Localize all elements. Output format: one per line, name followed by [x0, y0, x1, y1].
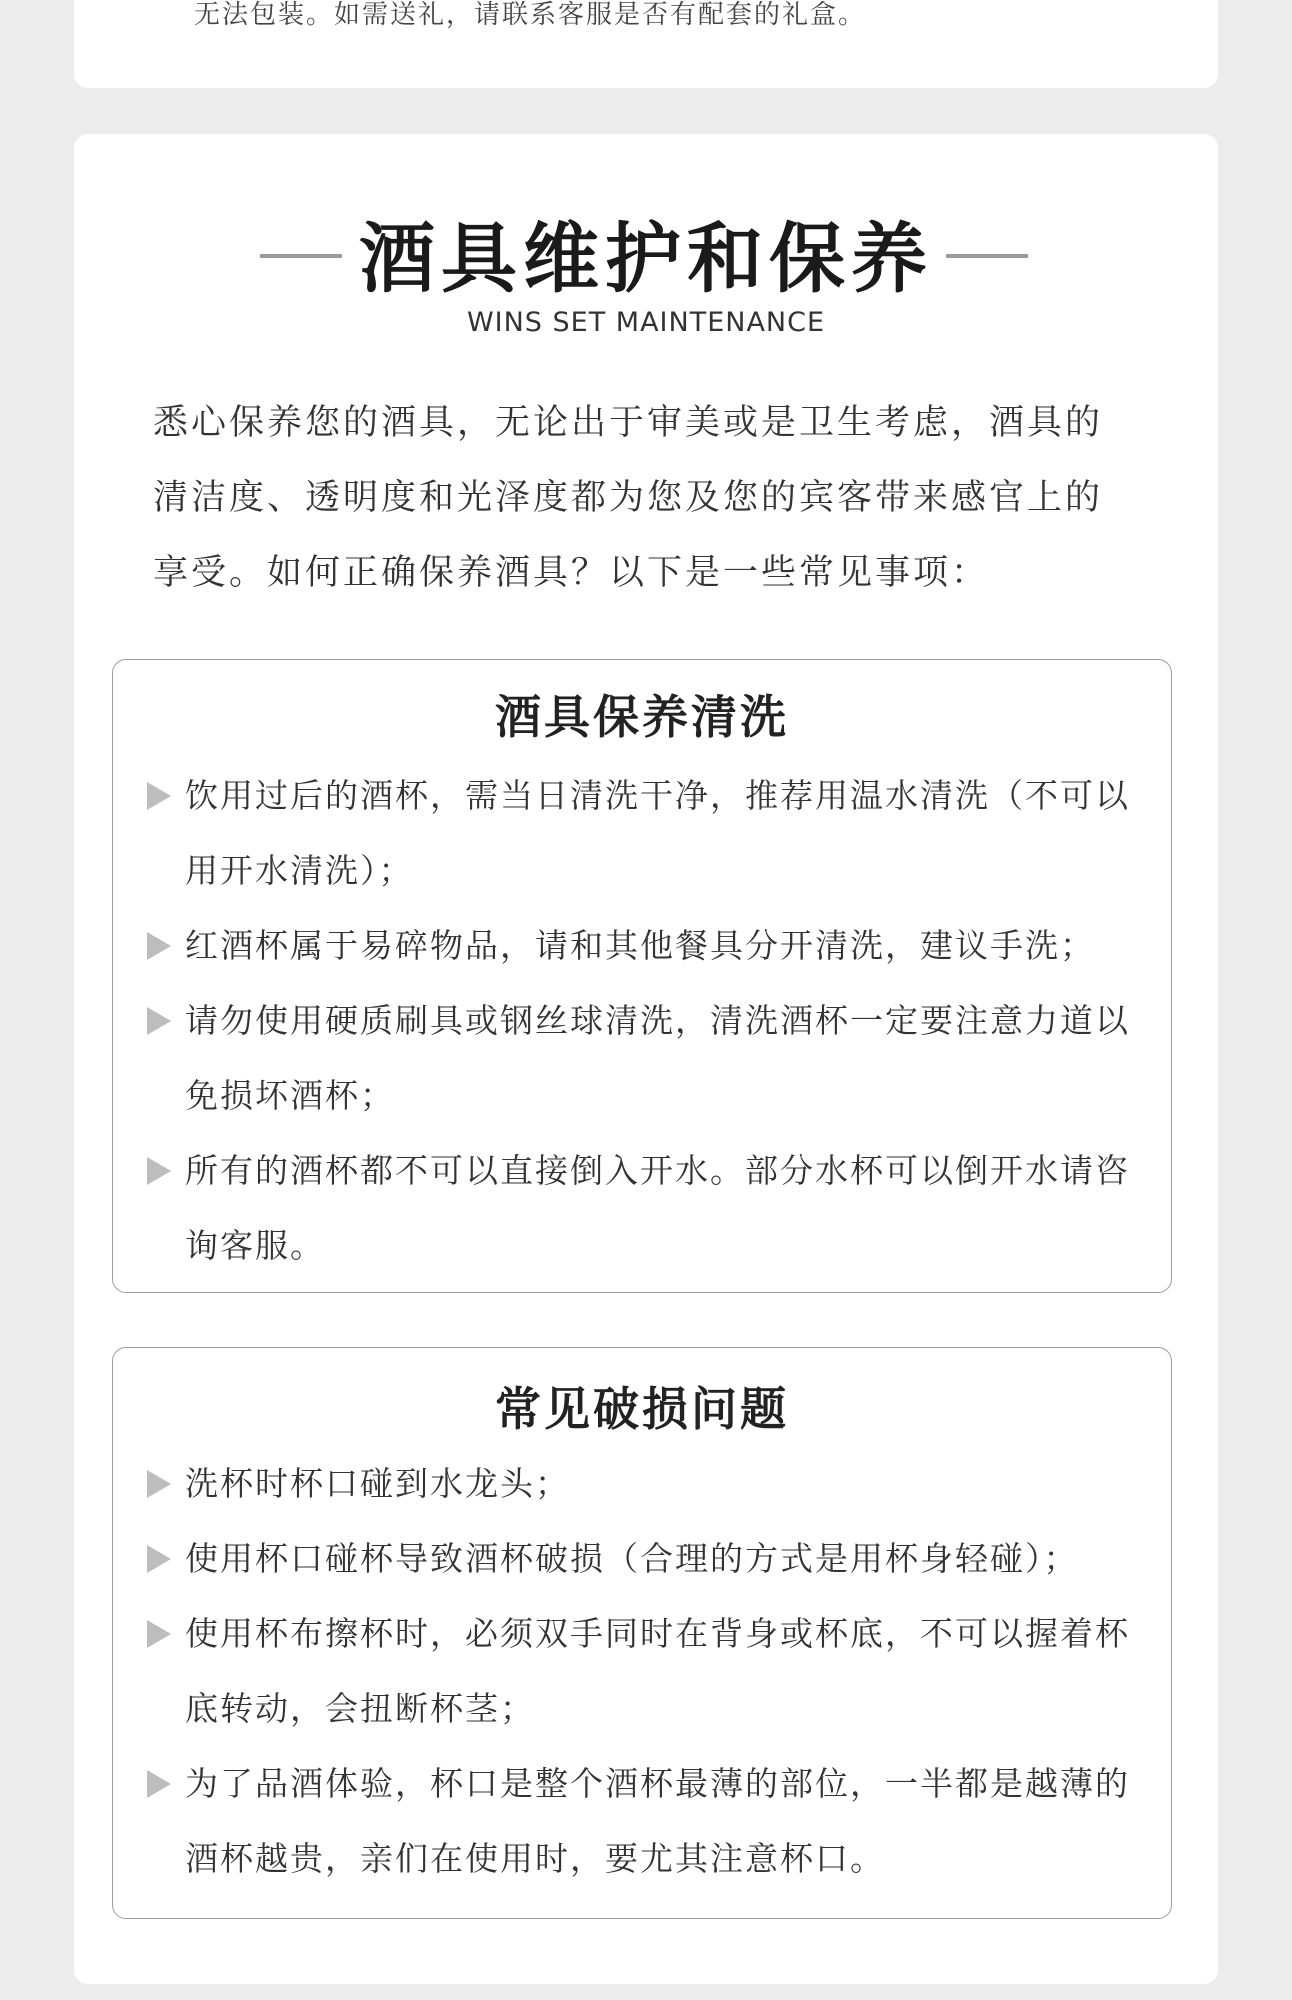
- intro-line: 享受。如何正确保养酒具？以下是一些常见事项：: [153, 553, 990, 593]
- title-dash-right: [946, 254, 1028, 258]
- list-item-text: 底转动，会扭断杯茎；: [185, 1689, 535, 1728]
- intro-paragraph: [153, 386, 1153, 611]
- list-item-text: 为了品酒体验，杯口是整个酒杯最薄的部位，一半都是越薄的: [185, 1764, 1130, 1803]
- list-item-text: 酒杯越贵，亲们在使用时，要尤其注意杯口。: [185, 1839, 885, 1878]
- intro-line: 清洁度、透明度和光泽度都为您及您的宾客带来感官上的: [153, 478, 1104, 518]
- triangle-right-icon: [147, 1157, 171, 1185]
- damage-box-title: 常见破损问题: [495, 1382, 789, 1436]
- damage-list: [147, 1446, 1147, 1896]
- list-item: [147, 983, 1147, 1133]
- list-item: [147, 1746, 1147, 1896]
- intro-line: 悉心保养您的酒具，无论出于审美或是卫生考虑，酒具的: [153, 403, 1104, 443]
- triangle-right-icon: [147, 1620, 171, 1648]
- page-title: 酒具维护和保养: [359, 214, 933, 303]
- care-cleaning-box: [112, 659, 1172, 1293]
- triangle-right-icon: [147, 782, 171, 810]
- list-item: [147, 758, 1147, 908]
- previous-card-text: 无法包装。如需送礼，请联系客服是否有配套的礼盒。: [194, 0, 867, 30]
- triangle-right-icon: [147, 1770, 171, 1798]
- list-item-text: 请勿使用硬质刷具或钢丝球清洗，清洗酒杯一定要注意力道以: [185, 1001, 1130, 1040]
- list-item: [147, 1133, 1147, 1283]
- list-item-text: 洗杯时杯口碰到水龙头；: [185, 1464, 570, 1503]
- triangle-right-icon: [147, 1545, 171, 1573]
- care-box-title: 酒具保养清洗: [495, 690, 789, 744]
- triangle-right-icon: [147, 932, 171, 960]
- triangle-right-icon: [147, 1007, 171, 1035]
- list-item-text: 用开水清洗）；: [185, 851, 414, 890]
- previous-card: [74, 0, 1218, 88]
- list-item-text: 询客服。: [185, 1226, 325, 1265]
- list-item-text: 免损坏酒杯；: [185, 1076, 395, 1115]
- list-item-text: 使用杯口碰杯导致酒杯破损（合理的方式是用杯身轻碰）；: [185, 1539, 1079, 1578]
- care-list: [147, 758, 1147, 1283]
- triangle-right-icon: [147, 1470, 171, 1498]
- list-item-text: 饮用过后的酒杯，需当日清洗干净，推荐用温水清洗（不可以: [185, 776, 1130, 815]
- list-item: [147, 1446, 1147, 1521]
- page-subtitle: WINS SET MAINTENANCE: [466, 307, 826, 338]
- maintenance-card: [74, 134, 1218, 1984]
- common-damage-box: [112, 1347, 1172, 1919]
- list-item-text: 使用杯布擦杯时，必须双手同时在背身或杯底，不可以握着杯: [185, 1614, 1130, 1653]
- list-item-text: 所有的酒杯都不可以直接倒入开水。部分水杯可以倒开水请咨: [185, 1151, 1130, 1190]
- list-item: [147, 1596, 1147, 1746]
- list-item-text: 红酒杯属于易碎物品，请和其他餐具分开清洗，建议手洗；: [185, 926, 1095, 965]
- list-item: [147, 1521, 1147, 1596]
- list-item: [147, 908, 1147, 983]
